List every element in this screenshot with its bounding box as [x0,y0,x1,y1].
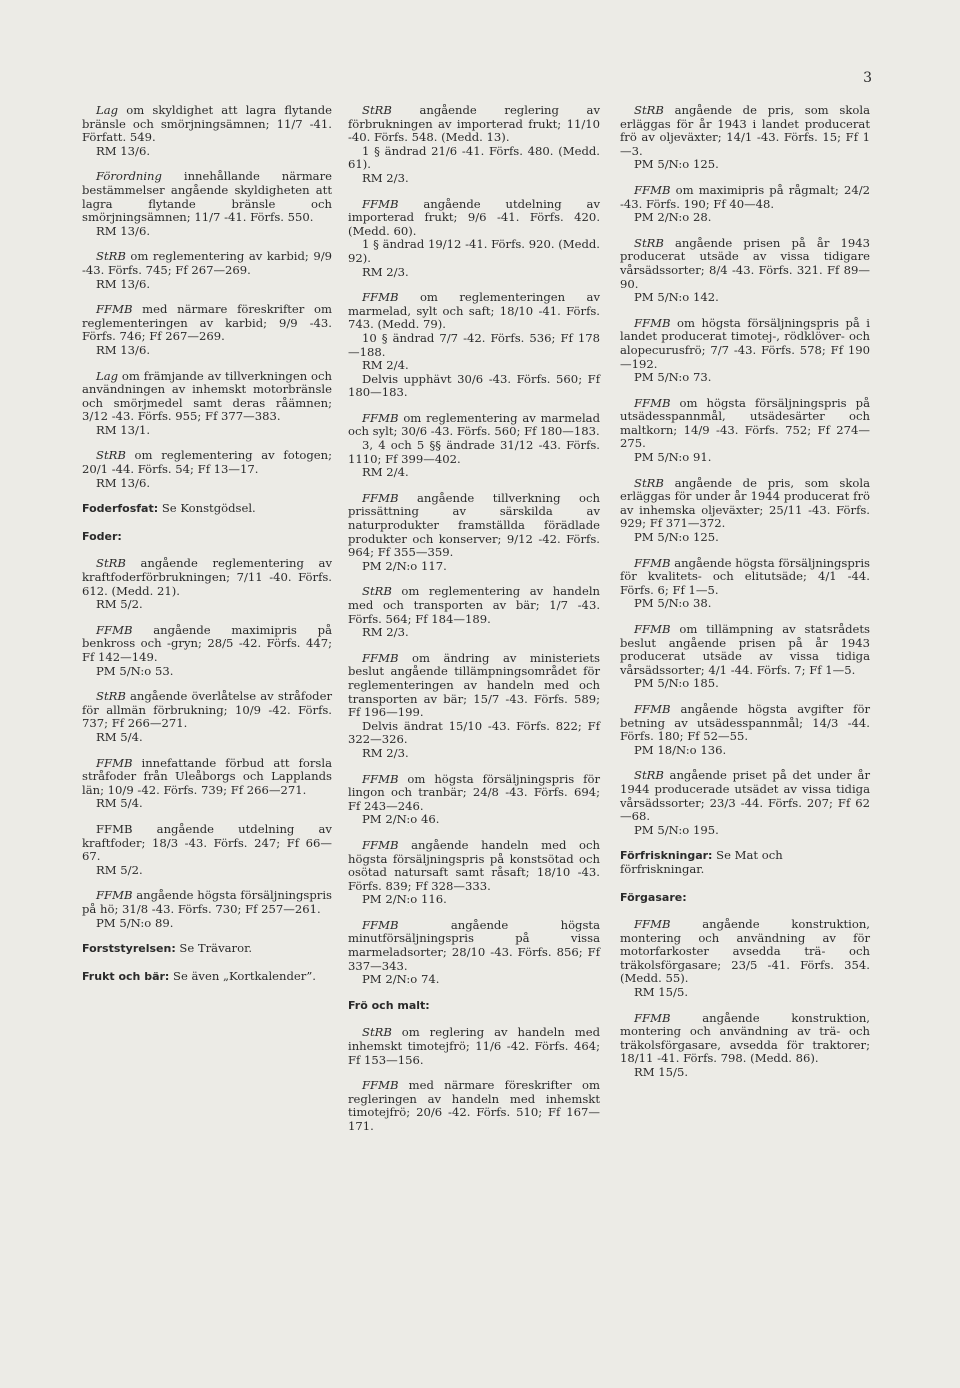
entry [620,769,870,837]
heading-word: Frö och malt: [348,998,430,1012]
entry-reference: PM 2/N:o 116. [362,892,447,907]
entry-text: FFMB angående tillverkning och prissättning av särskilda av naturprodukter framställda förädlade produkter och konserver; 9/12 -42. Förfs. 964; Ff 355—359. [348,490,600,560]
entry-text: FFMB innefattande förbud att forsla stråfoder från Uleåborgs och Lapplands län; 10/9 -42. Förfs. 739; Ff 266—271. [82,755,332,797]
entry-text: FFMB angående högsta försäljningspris på hö; 31/8 -43. Förfs. 730; Ff 257—261. [82,888,332,916]
entry-text: StRB angående reglering av förbrukningen av importerad frukt; 11/10 -40. Förfs. 548. (Medd. 13). [348,103,600,145]
entry [348,198,600,280]
entry [82,104,332,158]
section-heading [620,849,870,876]
entry-text: FFMB angående högsta försäljningspris för kvalitets- och elitutsäde; 4/1 -44. Förfs. 6; Ff 1—5. [620,555,870,597]
heading-word: Foderfosfat: [82,502,159,516]
entry-reference: PM 5/N:o 195. [634,822,719,837]
entry [348,104,600,186]
heading-word: Frukt och bär: [82,969,170,983]
entry [620,317,870,385]
entry-text: StRB angående de pris, som skola erläggas för under år 1944 producerat frö av inhemska oljeväxter; 25/11 -43. Förfs. 929; Ff 371—372. [620,475,870,531]
entry-reference: PM 5/N:o 53. [96,663,174,678]
entry-text: FFMB angående konstruktion, montering och användning av trä- och träkolsförgasare, avsedda för traktorer; 18/11 -41. Förfs. 798. (Medd. 86). [620,1010,870,1066]
entry-reference: RM 15/5. [634,985,689,1000]
heading-reference: Se Mat och förfriskningar. [620,848,783,876]
entry [348,1079,600,1133]
section-heading [620,891,870,905]
entry-text: FFMB angående handeln med och högsta försäljningspris på konstsötad och osötad natursaft samt råsaft; 18/10 -43. Förfs. 839; Ff 328—333. [348,837,600,893]
entry [620,104,870,172]
entry [82,250,332,291]
entry [620,184,870,225]
entry-reference: PM 5/N:o 91. [634,450,712,465]
entry [620,557,870,611]
entry-reference: RM 2/4. [362,358,409,373]
entry [82,889,332,930]
entry-text: FFMB om högsta försäljningspris på utsädesspannmål, utsädesärter och maltkorn; 14/9 -43. Förfs. 752; Ff 274—275. [620,395,870,451]
entry [620,477,870,545]
entry [620,397,870,465]
entry-reference: RM 13/6. [96,223,151,238]
entry-text: Förordning innehållande närmare bestämmelser angående skyldigheten att lagra flytande bränsle och smörjningsämnen; 11/7 -41. Förfs. 550. [82,169,332,225]
entry-reference: RM 13/1. [96,422,151,437]
entry-reference: PM 2/N:o 117. [362,558,447,573]
entry-text: Lag om skyldighet att lagra flytande bränsle och smörjningsämnen; 11/7 -41. Författ. 549. [82,103,332,145]
section-heading [82,502,332,516]
entry-reference: PM 5/N:o 89. [96,915,174,930]
entry-text: Lag om främjande av tillverkningen och användningen av inhemskt motorbränsle och smörjmedel samt deras råämnen; 3/12 -43. Förfs. 955; Ff 377—383. [82,368,332,424]
entry-reference: RM 13/6. [96,342,151,357]
entry-reference: RM 2/3. [362,625,409,640]
entry-text: FFMB om reglementeringen av marmelad, sylt och saft; 18/10 -41. Förfs. 743. (Medd. 79). [348,290,600,332]
entry [82,170,332,238]
entry [620,703,870,757]
entry-text: StRB angående reglementering av kraftfoderförbrukningen; 7/11 -40. Förfs. 612. (Medd. 21). [82,556,332,598]
heading-reference: Se Trävaror. [175,941,253,956]
entry [348,1026,600,1067]
section-heading [82,970,332,984]
entry-text: StRB om reglementering av fotogen; 20/1 -44. Förfs. 54; Ff 13—17. [82,448,332,477]
entry-reference: 1 § ändrad 21/6 -41. Förfs. 480. (Medd. 61). [348,143,600,172]
heading-word: Forststyrelsen: [82,942,176,956]
heading-word: Foder: [82,529,122,543]
entry-reference: PM 5/N:o 73. [634,370,712,385]
entry [348,652,600,761]
entry-reference: PM 2/N:o 74. [362,972,440,987]
entry-text: FFMB angående utdelning av kraftfoder; 18/3 -43. Förfs. 247; Ff 66—67. [82,821,332,864]
entry-reference: RM 2/3. [362,170,409,185]
entry [348,919,600,987]
entry-reference: RM 5/4. [96,729,143,744]
entry [82,557,332,611]
entry-text: FFMB om högsta försäljningspris på i landet producerat timotej-, rödklöver- och alopecurusfrö; 7/7 -43. Förfs. 578; Ff 190—192. [620,315,870,371]
entry-reference: RM 13/6. [96,475,151,490]
entry-reference: RM 15/5. [634,1065,689,1080]
entry-text: FFMB om maximipris på rågmalt; 24/2 -43. Förfs. 190; Ff 40—48. [620,182,870,211]
entry-text: FFMB med närmare föreskrifter om regleringen av handeln med inhemskt timotejfrö; 20/6 -42. Förfs. 510; Ff 167—171. [348,1078,600,1133]
entry-reference: 10 § ändrad 7/7 -42. Förfs. 536; Ff 178—188. [348,330,600,359]
entry-reference: PM 2/N:o 46. [362,812,440,827]
entry [348,839,600,907]
entry-reference: PM 5/N:o 125. [634,157,719,172]
entry-text: FFMB angående maximipris på benkross och -gryn; 28/5 -42. Förfs. 447; Ff 142—149. [82,622,332,664]
entry [82,757,332,811]
entry-text: FFMB om reglementering av marmelad och sylt; 30/6 -43. Förfs. 560; Ff 180—183. [348,410,600,439]
entry-reference: PM 2/N:o 28. [634,210,712,225]
section-heading [348,999,600,1013]
entry-reference: PM 5/N:o 142. [634,290,719,305]
entry [82,823,332,877]
entry [348,412,600,480]
entry-reference: RM 5/2. [96,862,143,877]
entry-text: StRB angående överlåtelse av stråfoder för allmän förbrukning; 10/9 -42. Förfs. 737; Ff 266—271. [82,689,332,731]
entry-text: FFMB angående konstruktion, montering och användning av för motorfarkoster avsedda trä- och träkolsförgasare; 23/5 -41. Förfs. 354. (Medd. 55). [620,917,870,986]
page-number: 3 [863,70,872,86]
entry-reference: 1 § ändrad 19/12 -41. Förfs. 920. (Medd. 92). [348,237,600,265]
entry-reference: PM 5/N:o 38. [634,596,712,611]
entry [620,918,870,1000]
entry [348,585,600,639]
entry-reference: RM 13/6. [96,143,151,158]
heading-word: Förgasare: [620,890,687,904]
entry-text: StRB om reglementering av karbid; 9/9 -43. Förfs. 745; Ff 267—269. [82,249,332,277]
entry [348,773,600,827]
entry [348,492,600,574]
entry-reference: RM 2/3. [362,264,409,279]
entry-reference: PM 5/N:o 125. [634,530,719,545]
column-2 [348,104,600,1146]
heading-reference: Se Konstgödsel. [158,501,256,516]
entry [348,291,600,400]
entry [620,623,870,691]
entry-text: StRB om reglering av handeln med inhemskt timotejfrö; 11/6 -42. Förfs. 464; Ff 153—156. [348,1025,600,1067]
entry-reference: PM 18/N:o 136. [634,742,727,757]
entry-text: FFMB om högsta försäljningspris för lingon och tranbär; 24/8 -43. Förfs. 694; Ff 243—246. [348,771,600,813]
column-1 [82,104,332,997]
entry-text: StRB angående priset på det under år 1944 producerade utsädet av vissa tidiga vårsädssorter; 23/3 -44. Förfs. 207; Ff 62—68. [620,768,870,824]
entry-reference: RM 2/4. [362,465,409,480]
entry-text: FFMB angående högsta avgifter för betning av utsädesspannmål; 14/3 -44. Förfs. 180; Ff 52—55. [620,701,870,744]
entry-text: FFMB om ändring av ministeriets beslut angående tillämpningsområdet för reglementeringen av handeln med och transporten av bär; 15/7 -43. Förfs. 589; Ff 196—199. [348,650,600,720]
entry-text: StRB om reglementering av handeln med och transporten av bär; 1/7 -43. Förfs. 564; Ff 184—189. [348,584,600,626]
entry-reference: RM 2/3. [362,745,409,760]
entry-text: FFMB om tillämpning av statsrådets beslut angående prisen på år 1943 producerat utsäde av vissa tidiga vårsädssorter; 4/1 -44. Förfs. 7; Ff 1—5. [620,622,870,677]
section-heading [82,530,332,544]
column-3 [620,104,870,1092]
entry-text: StRB angående de pris, som skola erläggas för år 1943 i landet producerat frö av oljeväxter; 14/1 -43. Förfs. 15; Ff 1—3. [620,103,870,158]
entry-reference: RM 5/2. [96,597,143,612]
heading-word: Förfriskningar: [620,849,713,863]
entry-reference: RM 5/4. [96,796,143,811]
section-heading [82,942,332,956]
entry [82,624,332,678]
heading-reference: Se även „Kortkalender”. [169,968,316,983]
entry-text: FFMB angående högsta minutförsäljningspris på vissa marmeladsorter; 28/10 -43. Förfs. 856; Ff 337—343. [348,917,600,973]
entry-reference: 3, 4 och 5 §§ ändrade 31/12 -43. Förfs. 1110; Ff 399—402. [348,438,600,466]
entry-reference: Delvis upphävt 30/6 -43. Förfs. 560; Ff 180—183. [348,371,600,400]
entry-reference: Delvis ändrat 15/10 -43. Förfs. 822; Ff 322—326. [348,718,600,747]
entry [620,1012,870,1080]
entry [82,449,332,490]
entry [82,690,332,744]
entry-text: StRB angående prisen på år 1943 producerat utsäde av vissa tidigare vårsädssorter; 8/4 -43. Förfs. 321. Ff 89—90. [620,235,870,291]
entry [82,303,332,357]
entry [82,370,332,438]
entry-text: FFMB med närmare föreskrifter om reglementeringen av karbid; 9/9 -43. Förfs. 746; Ff 267—269. [82,302,332,344]
entry-text: FFMB angående utdelning av importerad frukt; 9/6 -41. Förfs. 420. (Medd. 60). [348,196,600,238]
entry [620,237,870,305]
entry-reference: RM 13/6. [96,276,151,291]
entry-reference: PM 5/N:o 185. [634,676,719,691]
